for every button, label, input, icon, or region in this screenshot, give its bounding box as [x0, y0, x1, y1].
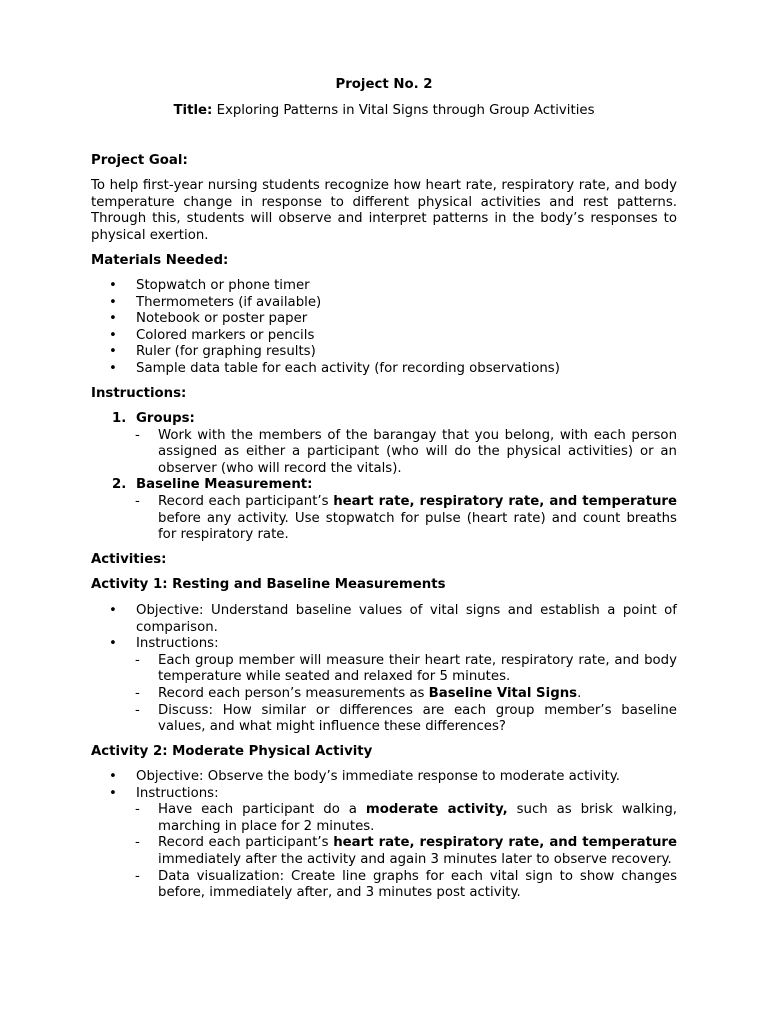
- groups-number: 1.: [112, 411, 127, 426]
- bullet-icon: •: [109, 636, 117, 652]
- title-text: Exploring Patterns in Vital Signs through Group Activities: [216, 103, 595, 118]
- materials-section: [91, 278, 677, 378]
- bullet-icon: •: [109, 344, 117, 360]
- bullet-icon: •: [109, 311, 117, 327]
- dash-icon: -: [135, 685, 140, 701]
- groups-item: [91, 411, 677, 428]
- list-item: - Record each participant’s heart rate, respiratory rate, and temperature immediately after the activity and again 3 minutes later to observe recovery.: [135, 835, 677, 867]
- bullet-icon: •: [109, 360, 117, 376]
- activities-heading: Activities:: [91, 552, 167, 567]
- dash-icon: -: [135, 427, 140, 443]
- bullet-icon: •: [109, 769, 117, 784]
- bullet-icon: •: [109, 278, 117, 293]
- list-item: - Each group member will measure their heart rate, respiratory rate, and body temperature while seated and relaxed for 5 minutes.: [135, 652, 677, 685]
- activity1-instructions-label: • Instructions:: [109, 636, 219, 652]
- activity2-instructions-label: • Instructions:: [109, 785, 219, 801]
- bullet-icon: •: [109, 327, 117, 343]
- list-item: • Sample data table for each activity (for recording observations): [109, 360, 560, 376]
- groups-label: Groups:: [136, 411, 195, 426]
- materials-list: [91, 278, 677, 378]
- activity1-steps: [91, 653, 677, 736]
- title-label: Title:: [173, 103, 213, 118]
- list-item: • Notebook or poster paper: [109, 311, 308, 327]
- activity1-section: [91, 603, 677, 736]
- activity1-heading: Activity 1: Resting and Baseline Measurements: [91, 577, 446, 592]
- dash-icon: -: [135, 835, 140, 851]
- list-item: - Discuss: How similar or differences are each group member’s baseline values, and what might influence these differences?: [135, 702, 677, 735]
- materials-heading: Materials Needed:: [91, 253, 229, 268]
- groups-sublist: [91, 428, 677, 478]
- activity1-objective: • Objective: Understand baseline values of vital signs and establish a point of comparison.: [109, 603, 677, 635]
- baseline-sublist: [91, 494, 677, 544]
- dash-icon: -: [135, 702, 140, 718]
- list-item: • Stopwatch or phone timer: [109, 278, 310, 293]
- goal-section: [91, 178, 677, 244]
- dash-icon: -: [135, 652, 140, 668]
- bullet-icon: •: [109, 603, 117, 618]
- list-item: • Thermometers (if available): [109, 294, 322, 310]
- list-item: - Work with the members of the barangay that you belong, with each person assigned as either a participant (who will do the physical activities) or an observer (who will record the vitals).: [135, 427, 677, 476]
- list-item: • Ruler (for graphing results): [109, 344, 316, 360]
- list-item: - Have each participant do a moderate activity, such as brisk walking, marching in place for 2 minutes.: [135, 802, 677, 834]
- bullet-icon: •: [109, 785, 117, 801]
- baseline-label: Baseline Measurement:: [136, 477, 313, 493]
- bullet-icon: •: [109, 294, 117, 310]
- dash-icon: -: [135, 802, 140, 818]
- goal-heading: Project Goal:: [91, 153, 188, 168]
- activity2-steps: [91, 802, 677, 902]
- list-item: - Data visualization: Create line graphs for each vital sign to show changes before, immediately after, and 3 minutes post activity.: [135, 868, 677, 901]
- dash-icon: -: [135, 868, 140, 884]
- instructions-heading: Instructions:: [91, 386, 187, 401]
- list-item: - Record each participant’s heart rate, respiratory rate, and temperature before any activity. Use stopwatch for pulse (heart rate) and count breaths for respiratory rate.: [135, 493, 677, 543]
- list-item: • Colored markers or pencils: [109, 327, 315, 343]
- activity2-heading: Activity 2: Moderate Physical Activity: [91, 744, 373, 759]
- baseline-item: [91, 477, 677, 494]
- goal-text: To help first-year nursing students recognize how heart rate, respiratory rate, and body temperature change in response to different physical activities and rest patterns. Through this, students will observe and interpret patterns in the body’s responses to physical exertion.: [91, 178, 677, 243]
- baseline-number: 2.: [112, 477, 127, 493]
- activity2-section: [91, 769, 677, 902]
- project-number: Project No. 2: [335, 77, 433, 92]
- activity2-objective: • Objective: Observe the body’s immediate response to moderate activity.: [109, 769, 620, 784]
- dash-icon: -: [135, 493, 140, 509]
- project-title: [0, 103, 768, 120]
- instructions-section: [91, 411, 677, 544]
- list-item: - Record each person’s measurements as Baseline Vital Signs.: [135, 685, 582, 701]
